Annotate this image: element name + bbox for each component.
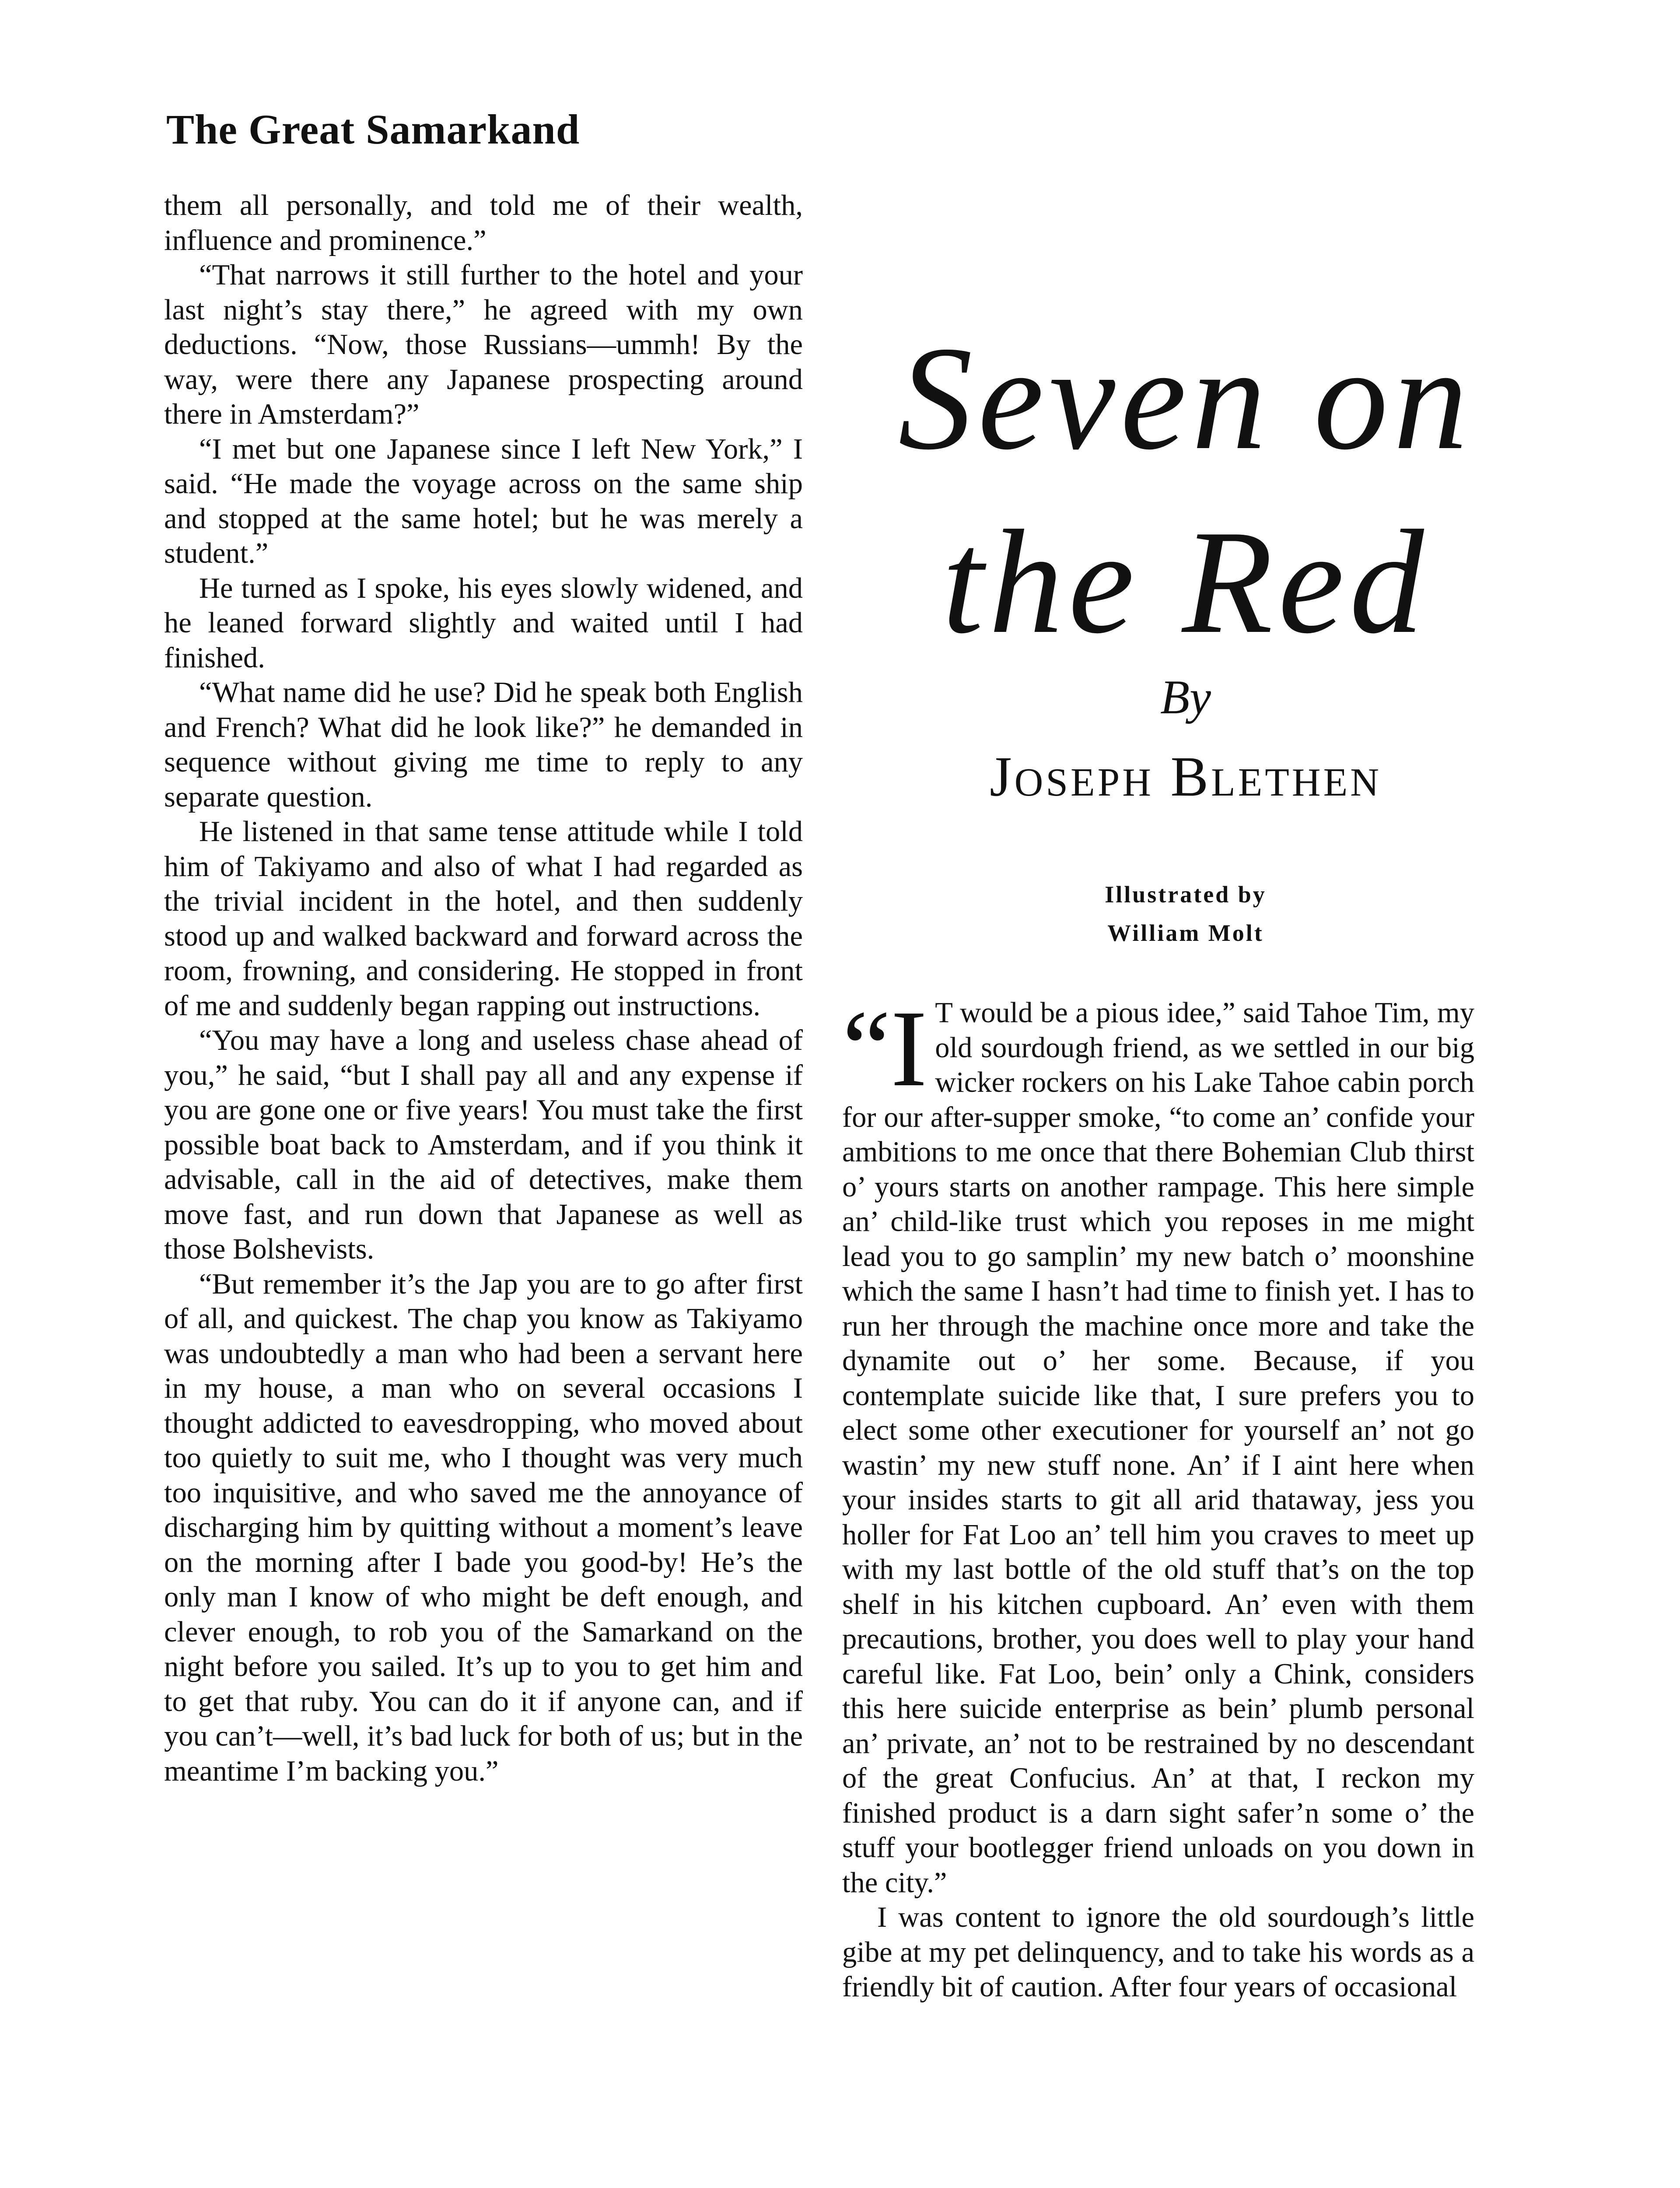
author-name: Joseph Blethen: [990, 745, 1382, 808]
right-column: [842, 988, 1474, 2005]
opening-paragraph-text: T would be a pious idee,” said Tahoe Tim, my old sourdough friend, as we settled in our big wicker rockers on his Lake Tahoe cabin porch for our after-supper smoke, “to come an’ confide your ambitions to me once that there Bohemian Club thirst o’ yours starts on another rampage. This here simple an’ child-like trust which you reposes in me might lead you to go samplin’ my new batch o’ moonshine which the same I hasn’t had time to finish yet. I has to run her through the machine once more and take the dynamite out o’ her some. Because, if you contemplate suicide like that, I sure prefers you to elect some other executioner for yourself an’ not go wastin’ my new stuff none. An’ if I aint here when your insides starts to git all arid thataway, jess you holler for Fat Loo an’ tell him you craves to meet up with my last bottle of the old stuff that’s on the top shelf in his kitchen cupboard. An’ even with them precautions, brother, you does well to play your hand careful like. Fat Loo, bein’ only a Chink, considers this here suicide enterprise as bein’ plumb personal an’ private, an’ not to be restrained by no descendant of the great Confucius. An’ at that, I reckon my finished product is a darn sight safer’n some o’ the stuff your bootlegger friend unloads on you down in the city.”: [842, 997, 1474, 1899]
left-column: [164, 188, 803, 1788]
left-paragraph: them all personally, and told me of their wealth, influence and prominence.”: [164, 189, 803, 256]
story-title-line-2: the Red: [942, 499, 1429, 664]
left-paragraph: He turned as I spoke, his eyes slowly widened, and he leaned forward slightly and waited until I had finished.: [164, 572, 803, 674]
illustration-credit: [858, 875, 1514, 952]
left-paragraph: “But remember it’s the Jap you are to go after first of all, and quickest. The chap you know as Takiyamo was undoubtedly a man who had been a servant here in my house, a man who on several occasions I thought addicted to eavesdropping, who moved about too quietly to suit me, who I thought was very much too inquisitive, and who saved me the annoyance of discharging him by quitting without a moment’s leave on the morning after I bade you good-by! He’s the only man I know of who might be deft enough, and clever enough, to rob you of the Samarkand on the night before you sailed. It’s up to you to get him and to get that ruby. You can do it if anyone can, and if you can’t—well, it’s bad luck for both of us; but in the meantime I’m backing you.”: [164, 1268, 803, 1787]
illustrated-by-label: Illustrated by: [1105, 881, 1267, 908]
right-paragraph: I was content to ignore the old sourdough’s little gibe at my pet delinquency, and to take his words as a friendly bit of caution. After four years of occasional: [842, 1901, 1474, 2003]
left-paragraph: “You may have a long and useless chase ahead of you,” he said, “but I shall pay all and any expense if you are gone one or five years! You must take the first possible boat back to Amsterdam, and if you think it advisable, call in the aid of detectives, make them move fast, and run down that Japanese as well as those Bolshevists.: [164, 1024, 803, 1265]
running-head: The Great Samarkand: [166, 106, 580, 153]
illustrator-name: William Molt: [1107, 920, 1264, 946]
left-paragraph: “What name did he use? Did he speak both English and French? What did he look like?” he demanded in sequence without giving me time to reply to any separate question.: [164, 677, 803, 813]
drop-cap-letter: I: [890, 988, 928, 1109]
drop-cap-quote: “: [842, 988, 891, 1109]
opening-paragraph: [842, 988, 1474, 1900]
left-paragraph: “I met but one Japanese since I left New York,” I said. “He made the voyage across on the same ship and stopped at the same hotel; but he was merely a student.”: [164, 433, 803, 569]
byline-by: By: [1160, 670, 1211, 724]
story-title: [858, 306, 1514, 674]
left-paragraph: “That narrows it still further to the hotel and your last night’s stay there,” he agreed with my own deductions. “Now, those Russians—ummh! By the way, were there any Japanese prospecting around there in Amsterdam?”: [164, 259, 803, 430]
left-paragraph: He listened in that same tense attitude while I told him of Takiyamo and also of what I had regarded as the trivial incident in the hotel, and then suddenly stood up and walked backward and forward across the room, frowning, and considering. He stopped in front of me and suddenly began rapping out instructions.: [164, 816, 803, 1022]
story-title-line-1: Seven on: [898, 316, 1473, 480]
drop-cap: [842, 988, 928, 1109]
